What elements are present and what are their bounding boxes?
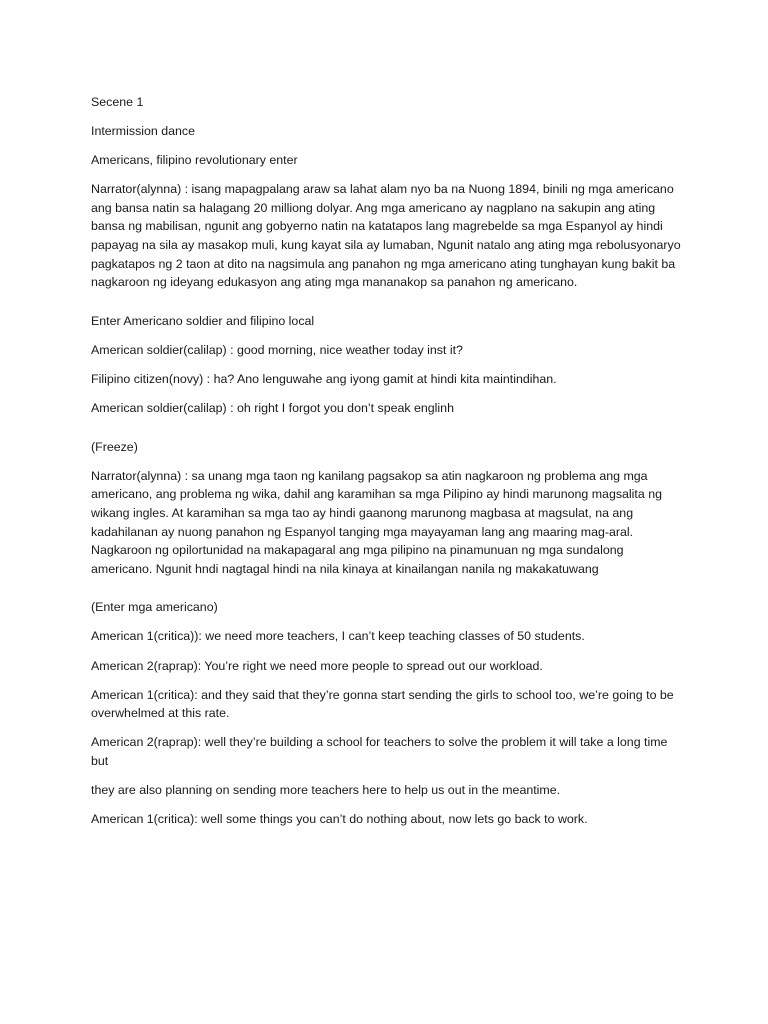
dialogue-line: Filipino citizen(novy) : ha? Ano lenguwahe ang iyong gamit at hindi kita maintindihan. <box>91 372 557 387</box>
dialogue-line: American 2(raprap): well they’re building a school for teachers to solve the problem it will take a long time but <box>91 735 668 768</box>
stage-direction: Enter Americano soldier and filipino local <box>91 313 315 328</box>
dialogue-line: American 1(critica)): we need more teachers, I can’t keep teaching classes of 50 students. <box>91 629 585 644</box>
dialogue-line: American soldier(calilap) : oh right I forgot you don’t speak englinh <box>91 401 454 416</box>
narrator-line: Narrator(alynna) : sa unang mga taon ng kanilang pagsakop sa atin nagkaroon ng problema ang mga americano, ang problema ng wika, dahil ang karamihan sa mga Pilipino ay hindi marunong magsalita ng wikang ingles. At karamihan sa mga tao ay hindi gaanong marunong magbasa at magsulat, na ang kadahilanan ay nuong panahon ng Espanyol tanging mga mayayaman lang ang maaring mag-aral. Nagkaroon ng opilortunidad na makapagaral ang mga pilipino na pinamunuan ng mga sundalong americano. Ngunit hndi nagtagal hindi na nila kinaya at kinailangan nanila ng makakatuwang <box>91 468 662 576</box>
dialogue-line: American 1(critica): well some things you can’t do nothing about, now lets go back to work. <box>91 812 588 827</box>
scene-heading: Secene 1 <box>91 95 144 109</box>
dialogue-line: they are also planning on sending more teachers here to help us out in the meantime. <box>91 783 561 798</box>
dialogue-line: American 2(raprap): You’re right we need more people to spread out our workload. <box>91 658 543 673</box>
stage-direction: Americans, filipino revolutionary enter <box>91 153 298 168</box>
stage-direction: (Enter mga americano) <box>91 600 218 615</box>
document-body <box>91 93 681 839</box>
dialogue-line: American 1(critica): and they said that they’re gonna start sending the girls to school too, we’re going to be overwhelmed at this rate. <box>91 687 674 721</box>
dialogue-line: American soldier(calilap) : good morning, nice weather today inst it? <box>91 342 463 357</box>
narrator-line: Narrator(alynna) : isang mapagpalang araw sa lahat alam nyo ba na Nuong 1894, binili ng mga americano ang bansa natin sa halagang 20 milliong dolyar. Ang mga americano ay nagplano na sakupin ang ating bansa ng mabilisan, ngunit ang gobyerno natin na katatapos lang magrebelde sa mga Espanyol ay hindi papayag na sila ay masakop muli, kung kayat sila ay lumaban, Ngunit natalo ang ating mga rebolusyonaryo pagkatapos ng 2 taon at dito na nagsimula ang panahon ng mga americano ating tunghayan kung bakit ba nagkaroon ng ideyang edukasyon ang ating mga mananakop sa panahon ng americano. <box>91 182 681 290</box>
stage-direction: (Freeze) <box>91 439 138 454</box>
stage-direction: Intermission dance <box>91 124 195 139</box>
